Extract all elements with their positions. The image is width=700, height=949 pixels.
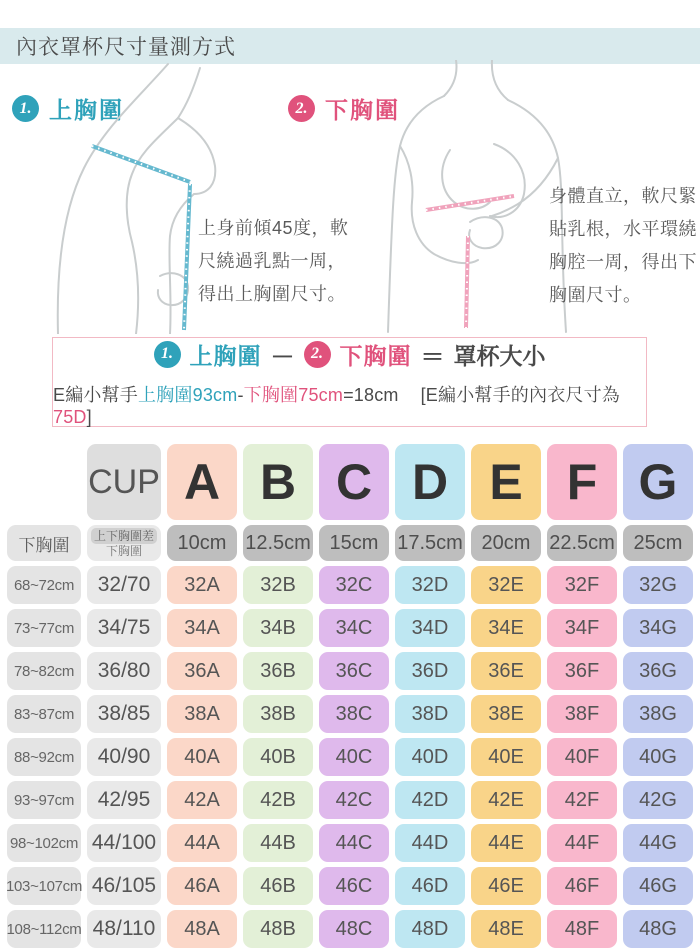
size-cell: 36D (395, 652, 465, 690)
size-cell: 34A (167, 609, 237, 647)
size-cell: 32F (547, 566, 617, 604)
underbust-range-cell: 68~72cm (7, 566, 81, 604)
band-size-cell: 48/110 (87, 910, 161, 948)
cup-column-b: B (243, 444, 313, 520)
size-cell: 32B (243, 566, 313, 604)
diff-header-cell: 上下胸圍差 下胸圍 (87, 525, 161, 561)
size-cell: 40E (471, 738, 541, 776)
underbust-range-cell: 103~107cm (7, 867, 81, 905)
size-cell: 48E (471, 910, 541, 948)
cup-size-table (7, 444, 693, 948)
size-cell: 36C (319, 652, 389, 690)
band-size-cell: 44/100 (87, 824, 161, 862)
diff-value-cell: 22.5cm (547, 525, 617, 561)
size-cell: 46B (243, 867, 313, 905)
formula-term-upper: 上胸圍 (189, 342, 262, 369)
formula-badge-2: 2. (304, 341, 331, 368)
underbust-range-cell: 88~92cm (7, 738, 81, 776)
size-cell: 32A (167, 566, 237, 604)
size-cell: 42G (623, 781, 693, 819)
size-cell: 46G (623, 867, 693, 905)
upper-bust-description: 上身前傾45度，軟 尺繞過乳點一周， 得出上胸圍尺寸。 (198, 218, 349, 304)
size-cell: 48G (623, 910, 693, 948)
step-1-badge: 1. (12, 95, 39, 122)
size-cell: 36G (623, 652, 693, 690)
size-cell: 44F (547, 824, 617, 862)
size-cell: 40G (623, 738, 693, 776)
band-size-cell: 38/85 (87, 695, 161, 733)
formula-example-line: E編小幫手上胸圍93cm-下胸圍75cm=18cm [E編小幫手的內衣尺寸為75D] (53, 384, 620, 427)
size-cell: 38F (547, 695, 617, 733)
size-cell: 34C (319, 609, 389, 647)
size-cell: 34B (243, 609, 313, 647)
size-cell: 48A (167, 910, 237, 948)
size-cell: 44D (395, 824, 465, 862)
size-cell: 34F (547, 609, 617, 647)
size-cell: 44C (319, 824, 389, 862)
diff-value-cell: 17.5cm (395, 525, 465, 561)
size-cell: 48B (243, 910, 313, 948)
formula-term-lower: 下胸圍 (339, 342, 412, 369)
size-cell: 40D (395, 738, 465, 776)
size-cell: 40A (167, 738, 237, 776)
size-cell: 40B (243, 738, 313, 776)
diff-value-cell: 25cm (623, 525, 693, 561)
underbust-range-cell: 83~87cm (7, 695, 81, 733)
size-cell: 34D (395, 609, 465, 647)
underbust-range-cell: 93~97cm (7, 781, 81, 819)
cup-column-d: D (395, 444, 465, 520)
size-cell: 34G (623, 609, 693, 647)
step-1-label: 上胸圍 (49, 97, 124, 123)
underbust-range-cell: 78~82cm (7, 652, 81, 690)
size-cell: 32C (319, 566, 389, 604)
formula-line (154, 337, 546, 372)
size-cell: 42D (395, 781, 465, 819)
diff-value-cell: 12.5cm (243, 525, 313, 561)
formula-badge-1: 1. (154, 341, 181, 368)
cup-header-cell: CUP (87, 444, 161, 520)
size-cell: 46C (319, 867, 389, 905)
band-size-cell: 36/80 (87, 652, 161, 690)
size-cell: 38E (471, 695, 541, 733)
size-cell: 48D (395, 910, 465, 948)
band-size-cell: 32/70 (87, 566, 161, 604)
size-cell: 38D (395, 695, 465, 733)
step-2-label: 下胸圍 (325, 97, 400, 123)
title-bar (0, 28, 700, 64)
minus-sign: － (270, 343, 295, 371)
size-cell: 40F (547, 738, 617, 776)
size-cell: 46D (395, 867, 465, 905)
size-cell: 44A (167, 824, 237, 862)
equals-sign: ＝ (420, 343, 445, 371)
under-bust-description: 身體直立，軟尺緊 貼乳根，水平環繞 胸腔一周，得出下 胸圍尺寸。 (549, 186, 697, 305)
cup-column-c: C (319, 444, 389, 520)
size-cell: 42F (547, 781, 617, 819)
underbust-header-cell: 下胸圍 (7, 525, 81, 561)
size-cell: 38A (167, 695, 237, 733)
size-cell: 36E (471, 652, 541, 690)
diff-value-cell: 20cm (471, 525, 541, 561)
band-size-cell: 34/75 (87, 609, 161, 647)
cup-size-formula-box (52, 337, 647, 427)
band-size-cell: 42/95 (87, 781, 161, 819)
size-cell: 42A (167, 781, 237, 819)
underbust-range-cell: 98~102cm (7, 824, 81, 862)
size-cell: 38C (319, 695, 389, 733)
size-cell: 46F (547, 867, 617, 905)
diff-value-cell: 10cm (167, 525, 237, 561)
size-cell: 34E (471, 609, 541, 647)
size-cell: 44B (243, 824, 313, 862)
size-cell: 38B (243, 695, 313, 733)
page-title: 內衣罩杯尺寸量測方式 (16, 36, 236, 59)
size-cell: 46E (471, 867, 541, 905)
size-cell: 42C (319, 781, 389, 819)
underbust-range-cell: 73~77cm (7, 609, 81, 647)
size-cell: 48F (547, 910, 617, 948)
underbust-range-cell: 108~112cm (7, 910, 81, 948)
size-cell: 42B (243, 781, 313, 819)
size-cell: 36B (243, 652, 313, 690)
band-size-cell: 40/90 (87, 738, 161, 776)
size-cell: 32G (623, 566, 693, 604)
diff-value-cell: 15cm (319, 525, 389, 561)
band-size-cell: 46/105 (87, 867, 161, 905)
step-2-badge: 2. (288, 95, 315, 122)
size-cell: 44G (623, 824, 693, 862)
size-cell: 46A (167, 867, 237, 905)
table-corner-spacer (7, 444, 81, 520)
size-cell: 32E (471, 566, 541, 604)
size-cell: 38G (623, 695, 693, 733)
cup-column-a: A (167, 444, 237, 520)
cup-column-e: E (471, 444, 541, 520)
size-cell: 36F (547, 652, 617, 690)
cup-column-g: G (623, 444, 693, 520)
size-cell: 42E (471, 781, 541, 819)
size-cell: 44E (471, 824, 541, 862)
cup-column-f: F (547, 444, 617, 520)
size-cell: 40C (319, 738, 389, 776)
size-cell: 48C (319, 910, 389, 948)
formula-result: 罩杯大小 (453, 342, 546, 369)
size-cell: 36A (167, 652, 237, 690)
size-cell: 32D (395, 566, 465, 604)
